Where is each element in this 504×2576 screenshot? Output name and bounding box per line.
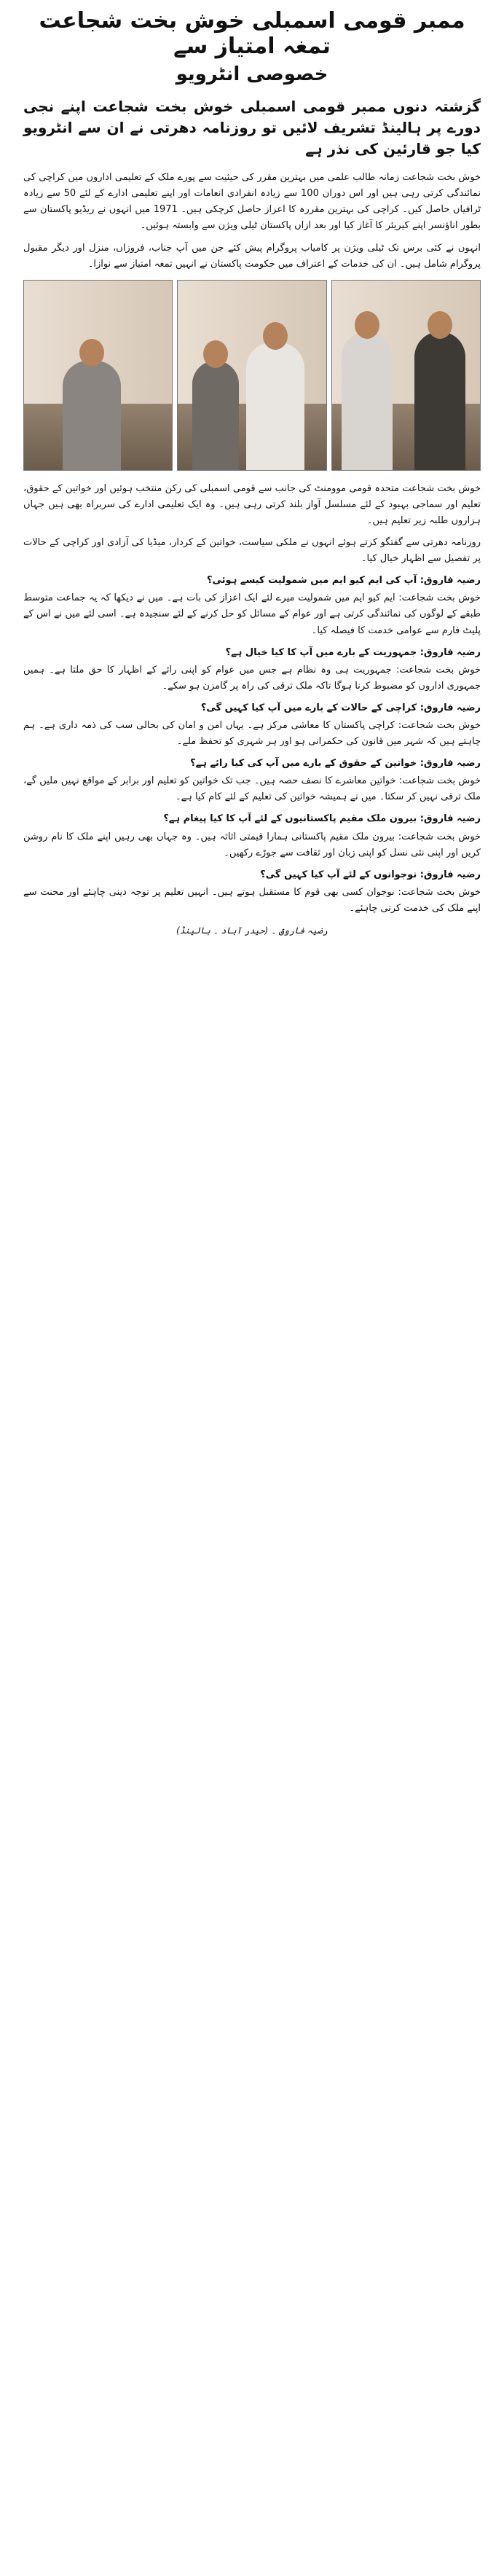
interview-answer: خوش بخت شجاعت: خواتین معاشرے کا نصف حصہ ہیں۔ جب تک خواتین کو تعلیم اور برابر کے مواقع نہیں ملیں گے، ملک ترقی نہیں کر سکتا۔ میں نے ہمیشہ خواتین کی تعلیم کے لئے کام کیا ہے۔ (23, 775, 481, 803)
interview-photo (177, 280, 326, 471)
photo-row (23, 280, 481, 471)
interview-question: رضیہ فاروق: جمہوریت کے بارے میں آپ کا کیا خیال ہے؟ (225, 646, 481, 658)
interview-answer: خوش بخت شجاعت: جمہوریت ہی وہ نظام ہے جس میں عوام کو اپنی رائے کے اظہار کا حق ملتا ہے۔ ہمیں جمہوری اداروں کو مضبوط کرنا ہوگا تاکہ ملک ترقی کی راہ پر گامزن ہو سکے۔ (23, 664, 481, 692)
interview-qa (23, 867, 481, 917)
byline: رضیہ فاروق ۔ (حیدر آباد ۔ ہالینڈ) (176, 925, 328, 936)
body-paragraph: خوش بخت شجاعت متحدہ قومی موومنٹ کی جانب سے قومی اسمبلی کی رکن منتخب ہوئیں اور خواتین کے حقوق، تعلیم اور سماجی بہبود کے لئے مسلسل آواز بلند کرتی رہی ہیں۔ وہ ایک تعلیمی ادارے کی سربراہ بھی ہیں جہاں ہزاروں طلبہ زیر تعلیم ہیں۔ (23, 482, 481, 526)
interview-answer: خوش بخت شجاعت: بیرون ملک مقیم پاکستانی ہمارا قیمتی اثاثہ ہیں۔ وہ جہاں بھی رہیں اپنے ملک کا نام روشن کریں اور اپنی نئی نسل کو اپنی زبان اور ثقافت سے جوڑے رکھیں۔ (23, 831, 481, 858)
interview-qa (23, 645, 481, 694)
interview-answer: خوش بخت شجاعت: کراچی پاکستان کا معاشی مرکز ہے۔ یہاں امن و امان کی بحالی سب کی ذمہ داری ہے۔ ہم چاہتے ہیں کہ شہر میں قانون کی حکمرانی ہو اور ہر شہری کو تحفظ ملے۔ (23, 719, 481, 748)
interview-photo (331, 280, 481, 471)
interview-qa (23, 700, 481, 750)
headline: ممبر قومی اسمبلی خوش بخت شجاعت تمغہ امتیاز سے (39, 8, 465, 59)
body-paragraph: انہوں نے کئی برس تک ٹیلی ویژن پر کامیاب پروگرام پیش کئے جن میں آپ جناب، فروزاں، منزل اور دیگر مقبول پروگرام شامل ہیں۔ ان کی خدمات کے اعتراف میں حکومت پاکستان نے انہیں تمغہ امتیاز سے نوازا۔ (23, 242, 481, 270)
interview-qa (23, 756, 481, 805)
article-page (12, 0, 492, 944)
body-paragraph: خوش بخت شجاعت زمانہ طالب علمی میں بہترین مقرر کی حیثیت سے پورے ملک کے تعلیمی اداروں میں کراچی کی نمائندگی کرتی رہی ہیں اور اس دوران 100 سے زیادہ انفرادی انعامات اور اپنے تعلیمی ادارے کے لئے 50 سے زیادہ ٹرافیاں حاصل کیں۔ کراچی کی بہترین مقررہ کا اعزاز حاصل کرچکی ہیں۔ 1971 میں انہوں نے ریڈیو پاکستان سے بطور اناؤنسر اپنے کیریئر کا آغاز کیا اور بعد ازاں پاکستان ٹیلی ویژن سے وابستہ ہوئیں۔ (23, 172, 481, 232)
interview-question: رضیہ فاروق: خواتین کے حقوق کے بارے میں آپ کی کیا رائے ہے؟ (190, 758, 481, 770)
body-paragraph: روزنامہ دھرتی سے گفتگو کرتے ہوئے انہوں نے ملکی سیاست، خواتین کے کردار، میڈیا کی آزادی اور کراچی کے حالات پر تفصیل سے اظہار خیال کیا۔ (23, 537, 481, 565)
interview-photo (23, 280, 173, 471)
interview-answer: خوش بخت شجاعت: نوجوان کسی بھی قوم کا مستقبل ہوتے ہیں۔ انہیں تعلیم پر توجہ دینی چاہئے اور محنت سے اپنے ملک کی خدمت کرنی چاہئے۔ (23, 886, 481, 914)
interview-answer: خوش بخت شجاعت: ایم کیو ایم میں شمولیت میرے لئے ایک اعزاز کی بات ہے۔ میں نے دیکھا کہ یہ جماعت متوسط طبقے کے لوگوں کی نمائندگی کرتی ہے اور عوام کے مسائل کو حل کرنے کے لئے سنجیدہ ہے۔ اسی لئے میں نے اس کے پلیٹ فارم سے عوامی خدمت کا فیصلہ کیا۔ (23, 592, 481, 636)
interview-question: رضیہ فاروق: آپ کی ایم کیو ایم میں شمولیت کیسے ہوئی؟ (206, 575, 481, 587)
intro-paragraph: گزشتہ دنوں ممبر قومی اسمبلی خوش بخت شجاعت اپنے نجی دورے پر ہالینڈ تشریف لائیں تو روزنامہ دھرتی نے ان سے انٹرویو کیا جو قارئین کی نذر ہے (23, 98, 481, 158)
interview-question: رضیہ فاروق: نوجوانوں کے لئے آپ کیا کہیں گی؟ (260, 869, 481, 880)
subheadline: خصوصی انٹرویو (176, 63, 328, 85)
interview-qa (23, 573, 481, 638)
interview-qa (23, 811, 481, 861)
interview-question: رضیہ فاروق: بیرون ملک مقیم پاکستانیوں کے لئے آپ کا کیا پیغام ہے؟ (163, 813, 481, 825)
interview-question: رضیہ فاروق: کراچی کے حالات کے بارے میں آپ کیا کہیں گی؟ (200, 702, 481, 713)
